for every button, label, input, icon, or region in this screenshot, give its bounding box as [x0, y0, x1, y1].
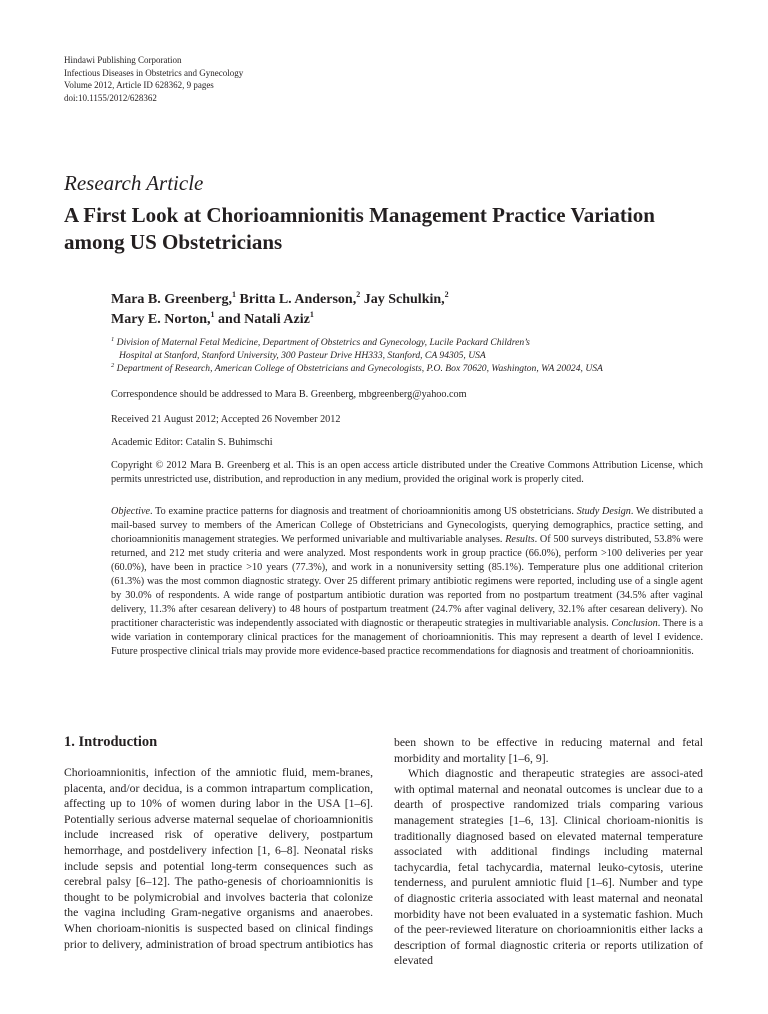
author-name: Jay Schulkin, — [363, 292, 445, 307]
body-paragraph: Chorioamnionitis, infection of the amniotic fluid, mem-branes, placenta, and/or decidua, is a common intrapartum complication, affecting up to 10% of women during labor in the USA [1–6]. Potentially serious adverse maternal sequelae of chorioamnionitis include increased risk of operative delivery, postpartum hemorrhage, and postdelivery infection [1, 6–8]. Neonatal risks include sepsis and potential long-term consequences such as cerebral palsy [6–12]. The patho-genesis of chorioamnionitis is thought to be polymicrobial and involves bacteria that colonize the vagina including Gram-negative organisms and anaerobes. When chorioam-nionitis is suspected based on clinical findings prior to delivery, administration of broad spectrum antibiotics has — [64, 766, 373, 951]
author-affiliation-mark: 2 — [356, 290, 361, 299]
body-paragraph: been shown to be effective in reducing maternal and fetal morbidity and mortality [1–6, 9]. — [394, 736, 703, 765]
paper-title: A First Look at Chorioamnionitis Management Practice Variation among US Obstetricians — [64, 203, 655, 254]
author-affiliation-mark: 1 — [210, 310, 215, 319]
abstract-conclusion: . There is a wide variation in contemporary clinical practices for the management of chorioamnionitis. This may represent a dearth of level I evidence. Future prospective clinical trials may provide more evidence-based practice recommendations for diagnosis and treatment of chorioamnionitis. — [111, 618, 703, 657]
abstract-objective: . To examine practice patterns for diagnosis and treatment of chorioamnionitis among US obstetricians. — [150, 506, 577, 517]
affiliation-number: 1 — [111, 336, 115, 343]
affiliation-2 — [111, 362, 711, 375]
body-paragraph: Which diagnostic and therapeutic strategies are associ-ated with optimal maternal and neonatal outcomes is unclear due to a dearth of prospective randomized trials comparing various management strategies [1–6, 13]. Clinical chorioam-nionitis is traditionally diagnosed based on elevated maternal temperature associated with additional findings including maternal tachycardia, fetal tachycardia, maternal leuko-cytosis, uterine tenderness, and purulent amniotic fluid [1–6]. Number and type of diagnostic criteria associated with least maternal and neonatal morbidity have not been evaluated in a systematic fashion. Much of the peer-reviewed literature on chorioamnionitis either lacks a description of formal diagnostic criteria or reports utilization of elevated — [394, 767, 703, 968]
abstract-results: . Of 500 surveys distributed, 53.8% were returned, and 212 met study criteria and were analyzed. Most respondents work in group practice (66.0%), perform >100 deliveries per year (60.0%), have been in practice >10 years (77.3%), and work in a nonuniversity setting (85.1%). Temperature plus one additional criterion (61.3%) was the most common diagnostic strategy. Over 25 different primary antibiotic regimens were reported, including use of a single agent by 30.0% of respondents. A wide range of postpartum antibiotic duration was reported from no postpartum treatment (34.5% after vaginal delivery, 11.3% after cesarean delivery) to 48 hours of postpartum treatment (24.7% after vaginal delivery, 32.1% after cesarean delivery). No practitioner characteristic was independently associated with diagnostic or therapeutic strategies in multivariable analysis. — [111, 534, 703, 629]
section-heading: 1. Introduction — [64, 734, 158, 750]
journal-line: Infectious Diseases in Obstetrics and Gynecology — [64, 67, 244, 78]
academic-editor: Academic Editor: Catalin S. Buhimschi — [111, 437, 273, 448]
article-type: Research Article — [64, 171, 204, 195]
volume-line: Volume 2012, Article ID 628362, 9 pages — [64, 80, 214, 90]
copyright-notice: Copyright © 2012 Mara B. Greenberg et al. This is an open access article distributed under the Creative Commons Attribution License, which permits unrestricted use, distribution, and reproduction in any medium, provided the original work is properly cited. — [111, 460, 703, 485]
author-name: Mara B. Greenberg, — [111, 292, 233, 307]
author-name: Mary E. Norton, — [111, 312, 211, 327]
abstract-results-label: Results — [505, 534, 535, 545]
body-column-right — [394, 735, 703, 969]
abstract-objective-label: Objective — [111, 506, 151, 517]
abstract-design: . We distributed a mail-based survey to members of the American College of Obstetricians and Gynecologists, querying demographics, practice setting, and chorioamnionitis management strategies. We performed univariable and multivariable analyses. — [111, 506, 703, 545]
correspondence — [111, 388, 467, 402]
author-affiliation-mark: 2 — [444, 290, 449, 299]
abstract — [111, 505, 703, 659]
affiliations — [111, 336, 711, 375]
correspondence-email[interactable]: mbgreenberg@yahoo.com — [358, 389, 467, 400]
author-name: and Natali Aziz — [218, 312, 310, 327]
author-list — [111, 290, 631, 330]
affiliation-text: Division of Maternal Fetal Medicine, Department of Obstetrics and Gynecology, Lucile Packard Children’s — [116, 337, 530, 348]
journal-header — [64, 54, 243, 104]
affiliation-1 — [111, 336, 711, 349]
received-dates: Received 21 August 2012; Accepted 26 November 2012 — [111, 414, 341, 425]
abstract-conclusion-label: Conclusion — [611, 618, 658, 629]
affiliation-text: Department of Research, American College of Obstetricians and Gynecologists, P.O. Box 70620, Washington, WA 20024, USA — [116, 363, 603, 374]
author-name: Britta L. Anderson, — [239, 292, 357, 307]
doi-line: doi:10.1155/2012/628362 — [64, 92, 157, 103]
author-affiliation-mark: 1 — [309, 310, 314, 319]
affiliation-number: 2 — [111, 362, 115, 369]
correspondence-label: Correspondence should be addressed to Mara B. Greenberg, — [111, 389, 357, 400]
author-affiliation-mark: 1 — [232, 290, 237, 299]
body-column-left — [64, 765, 373, 952]
affiliation-1-cont: Hospital at Stanford, Stanford University, 300 Pasteur Drive HH333, Stanford, CA 94305, USA — [119, 350, 486, 361]
abstract-design-label: Study Design — [576, 506, 631, 517]
publisher-line: Hindawi Publishing Corporation — [64, 55, 182, 65]
